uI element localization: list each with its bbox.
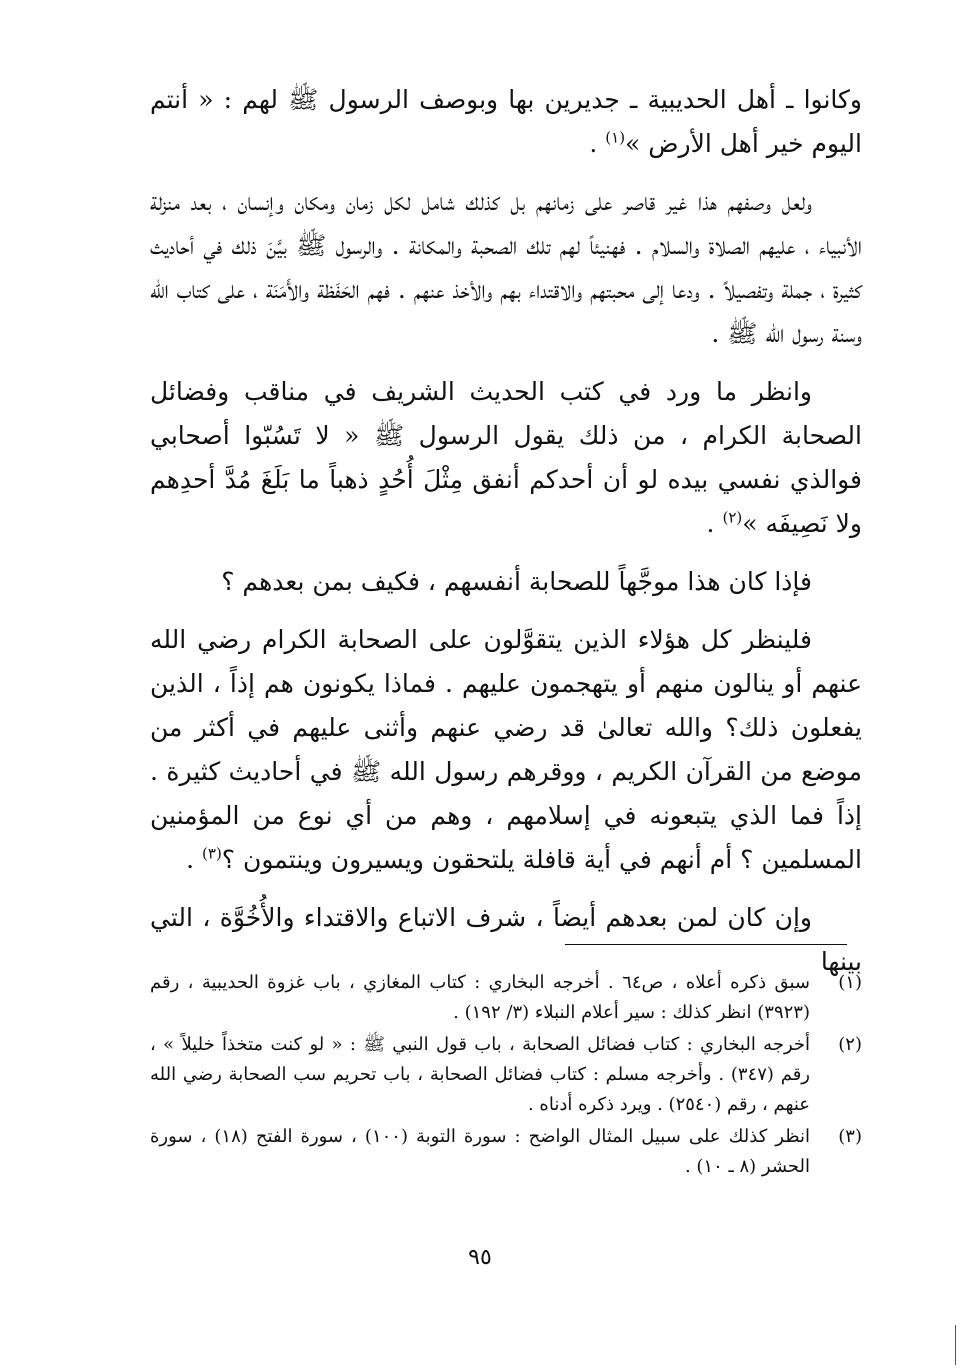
footnote-number: (٣) xyxy=(838,1126,862,1147)
paragraph xyxy=(150,180,862,356)
footnote-ref: (٢) xyxy=(722,508,743,527)
page-number: ٩٥ xyxy=(468,1245,492,1270)
footnote xyxy=(150,1030,862,1120)
paragraph-text: وكانوا ـ أهل الحديبية ـ جديرين بها وبوصف الرسول ﷺ لهم : « أنتم اليوم خير أهل الأرض » xyxy=(150,85,862,158)
paragraph-tail: . xyxy=(186,845,203,874)
paragraph xyxy=(150,618,862,882)
footnote-ref: (١) xyxy=(605,128,626,147)
paragraph xyxy=(150,370,862,546)
footnote xyxy=(150,1122,862,1182)
paragraph-text: وإن كان لمن بعدهم أيضاً ، شرف الاتباع والاقتداء والأُخُوَّة ، التي بينها xyxy=(150,903,862,976)
paragraph xyxy=(150,560,862,604)
footnote-text: أخرجه البخاري : كتاب فضائل الصحابة ، باب قول النبي ﷺ : « لو كنت متخذاً خليلاً » ، رقم (٣٤٧) . وأخرجه مسلم : كتاب فضائل الصحابة ، باب تحريم سب الصحابة رضي الله عنهم ، رقم (٢٥٤٠) . ويرد ذكره أدناه . xyxy=(150,1034,810,1115)
paragraph xyxy=(150,78,862,166)
footnote xyxy=(150,968,862,1028)
footnote-number: (١) xyxy=(838,972,862,993)
edge-mark xyxy=(955,1325,956,1365)
footnote-number: (٢) xyxy=(838,1034,862,1055)
footnote-divider xyxy=(565,944,847,945)
paragraph-tail: . xyxy=(706,509,723,538)
paragraph-text: ولعل وصفهم هذا غير قاصر على زمانهم بل كذلك شامل لكل زمان ومكان وإنسان ، بعد منزلة الأنبياء ، عليهم الصلاة والسلام . فهنيئاً لهم تلك الصحبة والمكانة . والرسول ﷺ بيَّنَ ذلك في أحاديث كثيرة ، جملة وتفصيلاً . ودعا إلى محبتهم والاقتداء بهم والأخذ عنهم . فهم الحَفَظة والأَمَنَة ، على كتاب الله وسنة رسول الله ﷺ . xyxy=(150,187,862,348)
footnote-text: سبق ذكره أعلاه ، ص٦٤ . أخرجه البخاري : كتاب المغازي ، باب غزوة الحديبية ، رقم (٣٩٢٣) انظر كذلك : سير أعلام النبلاء (٣/ ١٩٢) . xyxy=(150,972,810,1023)
paragraph-text: وانظر ما ورد في كتب الحديث الشريف في مناقب وفضائل الصحابة الكرام ، من ذلك يقول الرسول ﷺ « لا تَسُبّوا أصحابي فوالذي نفسي بيده لو أن أحدكم أنفق مِثْلَ أُحُدٍ ذهباً ما بَلَغَ مُدَّ أحدِهم ولا نَصِيفَه » xyxy=(150,377,862,538)
footnote-ref: (٣) xyxy=(202,844,222,863)
footnote-text: انظر كذلك على سبيل المثال الواضح : سورة التوبة (١٠٠) ، سورة الفتح (١٨) ، سورة الحشر (٨ ـ ١٠) . xyxy=(150,1126,811,1177)
paragraph-text: فإذا كان هذا موجَّهاً للصحابة أنفسهم ، فكيف بمن بعدهم ؟ xyxy=(221,567,812,596)
main-text xyxy=(150,78,862,998)
paragraph-text: فلينظر كل هؤلاء الذين يتقوَّلون على الصحابة الكرام رضي الله عنهم أو ينالون منهم أو يتهجمون عليهم . فماذا يكونون هم إذاً ، الذين يفعلون ذلك؟ والله تعالىٰ قد رضي عنهم وأثنى عليهم في أكثر من موضع من القرآن الكريم ، ووقرهم رسول الله ﷺ في أحاديث كثيرة . إذاً فما الذي يتبعونه في إسلامهم ، وهم من أي نوع من المؤمنين المسلمين ؟ أم أنهم في أية قافلة يلتحقون ويسيرون وينتمون ؟ xyxy=(150,625,862,874)
paragraph-tail: . xyxy=(589,129,606,158)
footnotes xyxy=(150,968,862,1184)
